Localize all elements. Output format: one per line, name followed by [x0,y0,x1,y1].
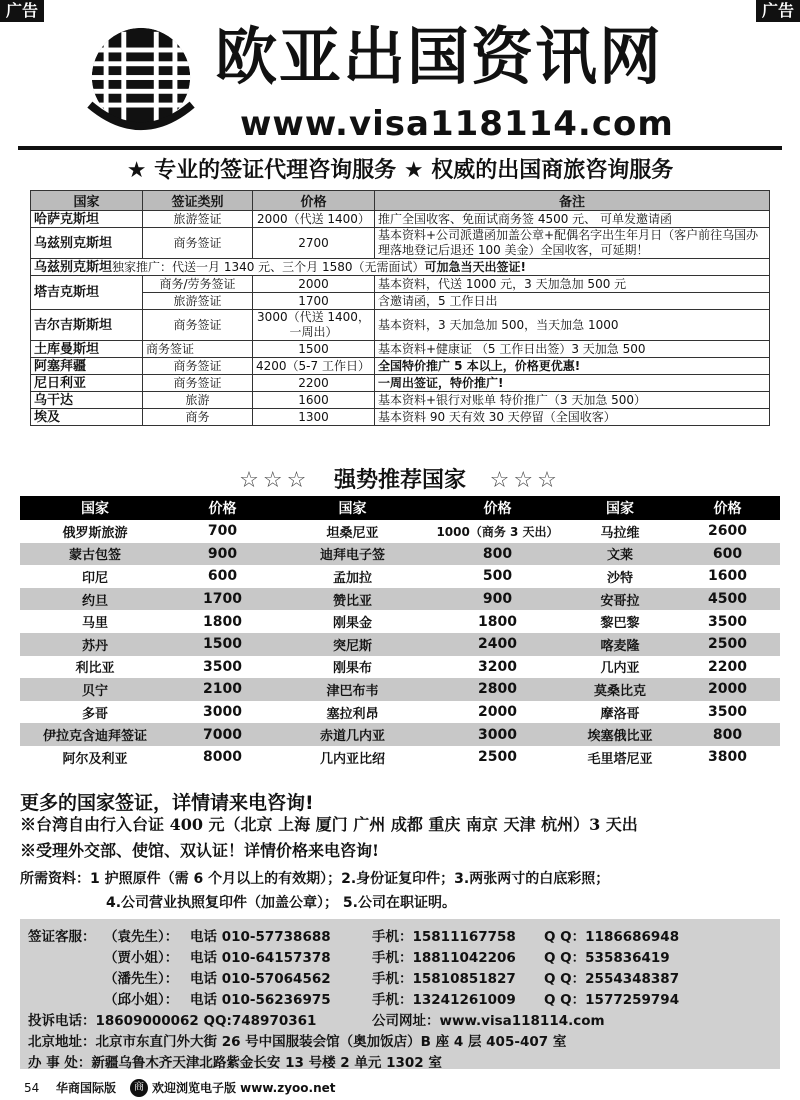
globe-logo-icon [82,20,200,138]
contact-qq[interactable]: Q Q：535836419 [544,950,670,966]
col-header: 备注 [375,191,770,211]
contact-mobile[interactable]: 手机：18811042206 [372,950,516,966]
country-cell: 土库曼斯坦 [31,341,143,358]
price-cell: 600 [675,543,780,566]
table-row [20,701,780,724]
price-cell: 800 [430,543,565,566]
price-cell: 1700 [253,293,375,310]
country-cell: 塞拉利昂 [326,706,379,722]
country-cell: 埃及 [31,409,143,426]
ad-tag-left: 广告 [0,0,44,22]
price-cell: 2700 [253,228,375,259]
contact-label: 签证客服： [28,929,96,945]
price-cell: 3000 [430,723,565,746]
stars-right: ☆☆☆ [489,468,561,493]
ad-tag-right: 广告 [756,0,800,22]
price-cell: 1500 [253,341,375,358]
country-cell: 阿塞拜疆 [31,358,143,375]
promo-text: 独家推广：代送一月 1340 元、三个月 1580（无需面试） [112,259,425,274]
col-header: 国家 [565,496,675,520]
price-cell: 4200（5-7 工作日） [253,358,375,375]
emblem-icon: 商 [130,1079,148,1097]
price-cell: 4500 [675,588,780,611]
contact-mobile[interactable]: 手机：13241261009 [372,992,516,1008]
price-cell: 2500 [675,633,780,656]
price-cell: 3000（代送 1400，一周出） [253,310,375,341]
site-title: 欧亚出国资讯网 [215,20,664,93]
country-cell: 沙特 [606,570,633,586]
table-row [20,610,780,633]
table-row [20,723,780,746]
table-header-row [20,496,780,520]
page-number: 54 [24,1081,40,1095]
recommend-title: 强势推荐国家 [333,468,466,493]
price-cell: 500 [482,568,513,585]
certification-info: ※受理外交部、使馆、双认证！详情价格来电咨询! [20,841,380,860]
table-row [31,409,770,426]
price-cell: 2200 [708,658,747,675]
price-cell: 3000 [203,704,242,721]
country-cell: 赞比亚 [275,588,430,611]
requirements-2: 4.公司营业执照复印件（加盖公章）； 5.公司在职证明。 [106,895,456,911]
price-cell: 1600 [253,392,375,409]
price-cell: 1700 [170,588,275,611]
contact-phone[interactable]: 电话 010-56236975 [190,992,331,1008]
promo-highlight: 可加急当天出签证! [424,259,527,274]
complaint-line[interactable]: 投诉电话：18609000062 QQ:748970361 [28,1013,317,1029]
office-line: 办 事 处：新疆乌鲁木齐天津北路紫金长安 13 号楼 2 单元 1302 室 [28,1055,442,1071]
table-row [31,375,770,392]
country-cell: 摩洛哥 [600,706,640,722]
contact-name: （贾小姐）： [104,950,179,966]
page-footer [0,1076,800,1100]
price-cell: 1800 [203,613,242,630]
contact-name: （袁先生）： [104,929,179,945]
contact-phone[interactable]: 电话 010-57064562 [190,971,331,987]
country-cell: 黎巴黎 [600,616,640,632]
table-header-row [31,191,770,211]
price-cell: 8000 [203,749,242,766]
price-cell: 1600 [708,568,747,585]
country-cell: 利比亚 [75,661,115,677]
price-cell: 2000 [675,678,780,701]
price-cell: 1800 [478,613,517,630]
note-cell: 基本资料+公司派遣函加盖公章+配偶名字出生年月日（客户前往乌国办理落地登记后退还 100 美金）全国收客，可延期！ [375,228,770,259]
country-cell: 几内亚 [600,661,640,677]
table-row [31,259,770,276]
table-row [20,565,780,588]
price-cell: 1500 [170,633,275,656]
table-row [20,588,780,611]
table-row [20,746,780,769]
requirements-1: 所需资料：1 护照原件（需 6 个月以上的有效期）；2.身份证复印件；3.两张两寸的白底彩照； [20,871,610,887]
contact-qq[interactable]: Q Q：2554348387 [544,971,680,987]
country-cell: 津巴布韦 [275,678,430,701]
table-row [20,520,780,543]
country-cell: 马拉维 [600,525,640,541]
note-cell: 全国特价推广 5 本以上，价格更优惠! [375,358,770,375]
contact-phone[interactable]: 电话 010-64157378 [190,950,331,966]
country-cell: 喀麦隆 [565,633,675,656]
website-line[interactable]: 公司网址：www.visa118114.com [372,1013,605,1029]
country-label: 乌兹别克斯坦 [34,259,113,275]
table-row [20,656,780,679]
type-cell: 商务 [143,409,253,426]
country-cell: 孟加拉 [332,570,372,586]
contact-phone[interactable]: 电话 010-57738688 [190,929,331,945]
country-cell: 埃塞俄比亚 [565,723,675,746]
country-cell: 苏丹 [20,633,170,656]
table-row [31,358,770,375]
note-cell: 基本资料+银行对账单 特价推广（3 天加急 500） [375,392,770,409]
country-cell: 多哥 [81,706,108,722]
visa-price-table [30,190,770,426]
col-header: 价格 [675,496,780,520]
footer-tagline[interactable]: 欢迎浏览电子版 www.zyoo.net [152,1081,336,1095]
site-url[interactable]: www.visa118114.com [240,104,674,144]
country-cell: 安哥拉 [565,588,675,611]
country-cell: 约旦 [20,588,170,611]
note-cell: 基本资料 90 天有效 30 天停留（全国收客） [375,409,770,426]
price-cell: 700 [207,523,238,540]
price-cell: 2800 [430,678,565,701]
recommend-table [20,496,780,769]
contact-name: （潘先生）： [104,971,179,987]
note-cell: 基本资料，3 天加急加 500，当天加急 1000 [375,310,770,341]
col-header: 价格 [170,496,275,520]
price-cell: 600 [207,568,238,585]
type-cell: 商务签证 [143,375,253,392]
table-row [31,392,770,409]
col-header: 国家 [275,496,430,520]
promo-cell [31,259,770,276]
col-header: 价格 [253,191,375,211]
type-cell: 商务签证 [143,310,253,341]
price-cell: 2400 [430,633,565,656]
country-cell: 刚果金 [332,616,372,632]
note-cell: 基本资料，代送 1000 元，3 天加急加 500 元 [375,276,770,293]
note-cell: 基本资料+健康证 （5 工作日出签）3 天加急 500 [375,341,770,358]
type-cell: 商务/劳务签证 [143,276,253,293]
price-cell: 7000 [170,723,275,746]
country-cell: 伊拉克含迪拜签证 [20,723,170,746]
address-line: 北京地址：北京市东直门外大街 26 号中国服装会馆（奥加饭店）B 座 4 层 405-407 室 [28,1034,567,1050]
table-row [31,310,770,341]
type-cell: 旅游签证 [143,211,253,228]
country-cell: 印尼 [81,570,108,586]
price-cell: 3500 [708,704,747,721]
price-cell: 800 [675,723,780,746]
recommend-heading [0,466,800,496]
table-row [20,543,780,566]
note-cell: 一周出签证，特价推广! [375,375,770,392]
price-cell: 2000 [253,276,375,293]
col-header: 国家 [31,191,143,211]
more-info: 更多的国家签证，详情请来电咨询! [20,792,314,814]
country-cell: 吉尔吉斯斯坦 [31,310,143,341]
country-cell: 莫桑比克 [565,678,675,701]
country-cell: 突尼斯 [275,633,430,656]
note-cell: 含邀请函，5 工作日出 [375,293,770,310]
contact-mobile[interactable]: 手机：15811167758 [372,929,516,945]
table-row [31,341,770,358]
price-cell: 900 [430,588,565,611]
country-cell: 几内亚比绍 [319,751,385,767]
price-cell: 3500 [708,613,747,630]
price-cell: 2200 [253,375,375,392]
price-cell: 3200 [478,658,517,675]
contact-name: （邱小姐）： [104,992,179,1008]
price-cell: 2100 [170,678,275,701]
col-header: 国家 [20,496,170,520]
price-cell: 1000（商务 3 天出） [436,524,559,539]
contact-box [20,919,780,1069]
price-cell: 2500 [478,749,517,766]
table-row [31,228,770,259]
taiwan-info: ※台湾自由行入台证 400 元（北京 上海 厦门 广州 成都 重庆 南京 天津 杭州）3 天出 [20,815,638,834]
col-header: 签证类别 [143,191,253,211]
type-cell: 商务签证 [143,228,253,259]
contact-qq[interactable]: Q Q：1577259794 [544,992,680,1008]
price-cell: 2000（代送 1400） [253,211,375,228]
country-cell: 赤道几内亚 [275,723,430,746]
country-cell: 坦桑尼亚 [326,525,379,541]
country-cell: 刚果布 [332,661,372,677]
type-cell: 旅游签证 [143,293,253,310]
contact-mobile[interactable]: 手机：15810851827 [372,971,516,987]
price-cell: 1300 [253,409,375,426]
stars-left: ☆☆☆ [239,468,311,493]
price-cell: 2600 [708,523,747,540]
price-cell: 3800 [708,749,747,766]
type-cell: 商务签证 [143,341,253,358]
publication-name: 华商国际版 [56,1081,117,1095]
country-cell: 尼日利亚 [31,375,143,392]
country-cell: 塔吉克斯坦 [31,276,143,310]
type-cell: 商务签证 [143,358,253,375]
price-cell: 900 [170,543,275,566]
table-row [31,211,770,228]
country-cell: 阿尔及利亚 [62,751,128,767]
country-cell: 毛里塔尼亚 [587,751,653,767]
divider [18,146,782,150]
price-cell: 2000 [478,704,517,721]
country-cell: 乌兹别克斯坦 [31,228,143,259]
table-row [20,633,780,656]
price-cell: 3500 [203,658,242,675]
country-cell: 迪拜电子签 [275,543,430,566]
contact-qq[interactable]: Q Q：1186686948 [544,929,680,945]
country-cell: 贝宁 [20,678,170,701]
table-row [31,276,770,293]
type-cell: 旅游 [143,392,253,409]
country-cell: 文莱 [565,543,675,566]
col-header: 价格 [430,496,565,520]
service-slogan: ★ 专业的签证代理咨询服务 ★ 权威的出国商旅咨询服务 [126,158,674,183]
country-cell: 乌干达 [31,392,143,409]
country-cell: 俄罗斯旅游 [62,525,128,541]
country-cell: 蒙古包签 [20,543,170,566]
table-row [20,678,780,701]
note-cell: 推广全国收客、免面试商务签 4500 元、 可单发邀请函 [375,211,770,228]
country-cell: 马里 [81,616,108,632]
country-cell: 哈萨克斯坦 [31,211,143,228]
